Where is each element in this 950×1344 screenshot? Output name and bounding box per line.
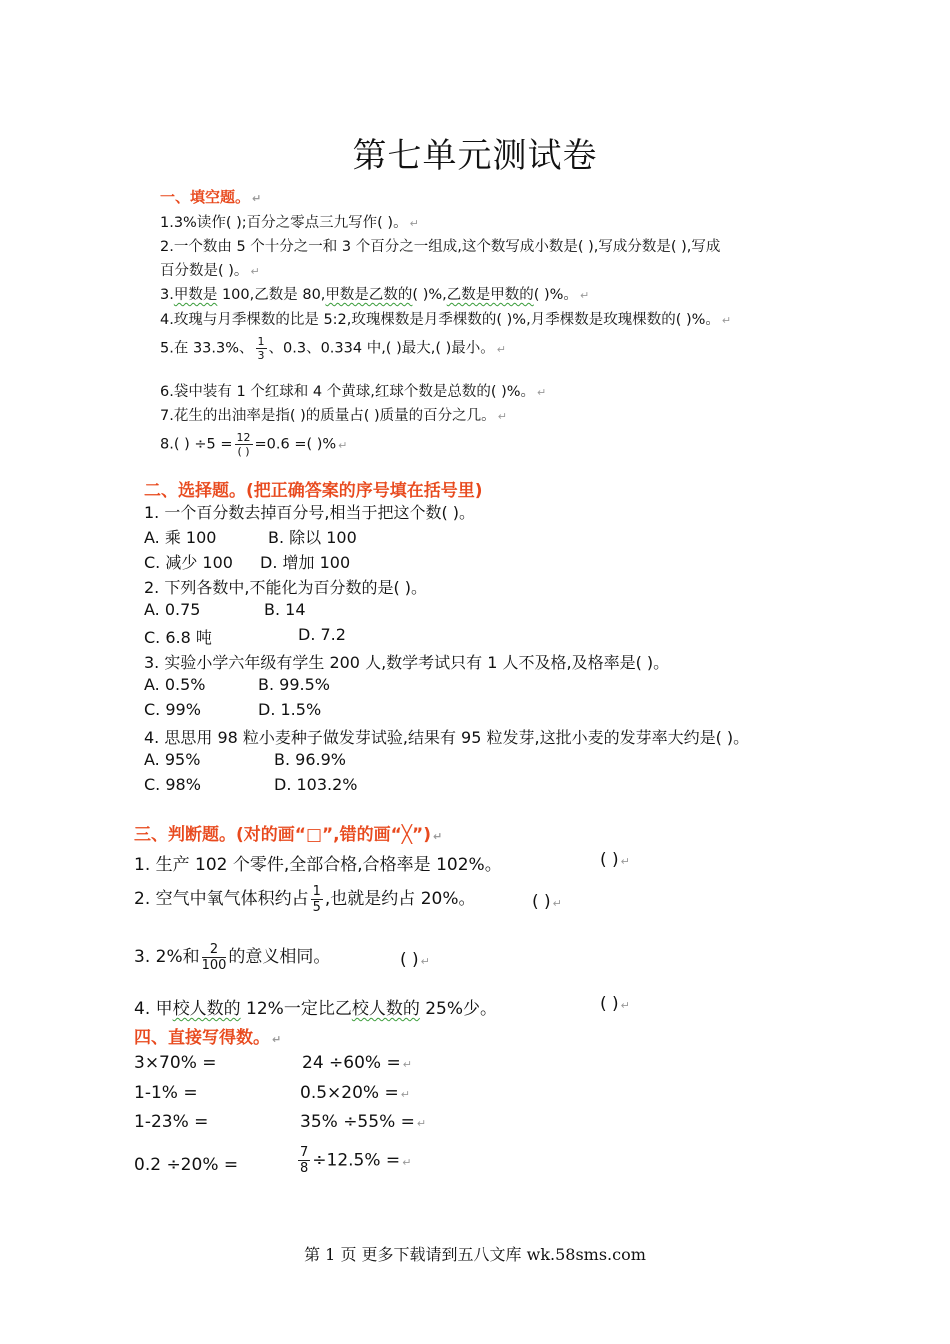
fraction-two-hundredths: $\frac{2}{100}$ (201, 941, 227, 973)
choice-1-option-c: C. 减少 100 (144, 553, 233, 572)
page-footer: 第 1 页 更多下载请到五八文库 wk.58sms.com (304, 1245, 646, 1264)
judge-1-answer-blank: ( ) ↵ (600, 850, 630, 870)
fill-question-4: 4.玫瑰与月季棵数的比是 5:2,玫瑰棵数是月季棵数的( )%,月季棵数是玫瑰棵数的( )%。 ↵ (160, 312, 732, 328)
judge-question-3: 3. 2%和 $\frac{2}{100}$ 的意义相同。 (134, 941, 331, 973)
fill-question-7: 7.花生的出油率是指( )的质量占( )质量的百分之几。 ↵ (160, 408, 507, 424)
fill-question-2-line2: 百分数是( )。 ↵ (160, 263, 260, 279)
choice-question-4: 4. 思思用 98 粒小麦种子做发芽试验,结果有 95 粒发芽,这批小麦的发芽率大约是( )。 (144, 728, 750, 747)
fill-question-2-line1: 2.一个数由 5 个十分之一和 3 个百分之一组成,这个数写成小数是( ),写成分数是( ),写成 (160, 239, 721, 255)
fill-question-6: 6.袋中装有 1 个红球和 4 个黄球,红球个数是总数的( )%。 ↵ (160, 384, 547, 400)
choice-3-option-d: D. 1.5% (258, 700, 322, 719)
section2-heading: 二、选择题。(把正确答案的序号填在括号里) (144, 481, 483, 501)
section1-heading: 一、填空题。 ↵ (160, 188, 262, 206)
judge-question-2: 2. 空气中氧气体积约占 $\frac{1}{5}$ ,也就是约占 20%。 (134, 883, 476, 915)
calc-row1-left: 3×70% = (134, 1053, 217, 1073)
choice-4-option-a: A. 95% (144, 750, 201, 769)
section3-heading: 三、判断题。(对的画“□”,错的画“╳”) ↵ (134, 825, 443, 845)
fraction-one-fifth: $\frac{1}{5}$ (312, 883, 321, 915)
choice-1-option-d: D. 增加 100 (260, 553, 351, 572)
choice-question-1: 1. 一个百分数去掉百分号,相当于把这个数( )。 (144, 503, 476, 522)
calc-row1-right: 24 ÷60% = ↵ (302, 1053, 412, 1073)
choice-2-option-c: C. 6.8 吨 (144, 628, 212, 647)
choice-2-option-b: B. 14 (264, 600, 306, 619)
fill-question-3: 3.甲数是 100,乙数是 80,甲数是乙数的( )%,乙数是甲数的( )%。 ↵ (160, 287, 590, 303)
choice-question-3: 3. 实验小学六年级有学生 200 人,数学考试只有 1 人不及格,及格率是( )。 (144, 653, 670, 672)
calc-row3-right: 35% ÷55% = ↵ (300, 1112, 427, 1132)
fraction-twelve-over-blank: $\frac{12}{( )}$ (236, 431, 251, 458)
calc-row3-left: 1-23% = (134, 1112, 209, 1132)
fraction-seven-eighths: $\frac{7}{8}$ (300, 1145, 309, 1176)
calc-row4-right: $\frac{7}{8}$ ÷12.5% = ↵ (300, 1145, 412, 1176)
choice-4-option-c: C. 98% (144, 775, 201, 794)
fill-question-8: 8.( ) ÷5 = $\frac{12}{( )}$ =0.6 =( )% ↵ (160, 431, 348, 458)
judge-2-answer-blank: ( ) ↵ (532, 892, 562, 912)
choice-2-option-a: A. 0.75 (144, 600, 201, 619)
calc-row4-left: 0.2 ÷20% = (134, 1155, 239, 1175)
choice-4-option-d: D. 103.2% (274, 775, 358, 794)
choice-1-option-b: B. 除以 100 (268, 528, 357, 547)
fill-question-5: 5.在 33.3%、 $\frac{1}{3}$ 、0.3、0.334 中,( )最大,( )最小。 ↵ (160, 335, 506, 362)
choice-question-2: 2. 下列各数中,不能化为百分数的是( )。 (144, 578, 428, 597)
fraction-one-third: $\frac{1}{3}$ (257, 335, 265, 362)
page-title: 第七单元测试卷 (352, 136, 598, 176)
choice-3-option-b: B. 99.5% (258, 675, 330, 694)
fill-question-1: 1.3%读作( );百分之零点三九写作( )。 ↵ (160, 215, 419, 231)
judge-question-4: 4. 甲校人数的 12%一定比乙校人数的 25%少。 (134, 999, 498, 1019)
judge-4-answer-blank: ( ) ↵ (600, 994, 630, 1014)
choice-2-option-d: D. 7.2 (298, 625, 346, 644)
choice-3-option-c: C. 99% (144, 700, 201, 719)
choice-1-option-a: A. 乘 100 (144, 528, 217, 547)
choice-4-option-b: B. 96.9% (274, 750, 346, 769)
judge-3-answer-blank: ( ) ↵ (400, 950, 430, 970)
choice-3-option-a: A. 0.5% (144, 675, 206, 694)
judge-question-1: 1. 生产 102 个零件,全部合格,合格率是 102%。 (134, 855, 502, 875)
calc-row2-left: 1-1% = (134, 1083, 198, 1103)
section4-heading: 四、直接写得数。 ↵ (134, 1028, 282, 1048)
calc-row2-right: 0.5×20% = ↵ (300, 1083, 410, 1103)
